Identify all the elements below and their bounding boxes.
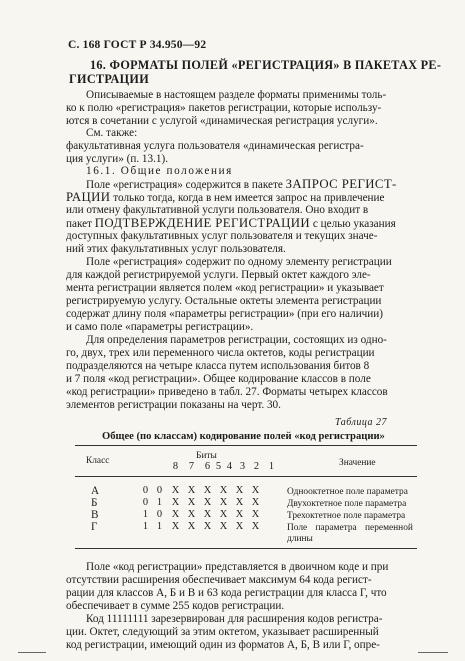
bit-cell: X	[251, 485, 260, 496]
bit-cell: X	[187, 521, 196, 532]
bit-number: 7	[188, 461, 195, 472]
bit-cell: X	[235, 485, 244, 496]
scan-edge-mark	[18, 652, 46, 653]
bit-cell: 0	[142, 485, 149, 496]
scan-edge-mark	[418, 652, 448, 653]
paragraph-line: Код 11111111 зарезервирован для расширения кодов регистра-	[86, 613, 383, 625]
paragraph-line: Для определения параметров регистрации, состоящих из одно-	[86, 334, 387, 346]
paragraph-line: элементов регистрации показаны на черт. 30.	[66, 399, 281, 411]
bit-cell: X	[171, 497, 180, 508]
table-top-rule	[75, 445, 417, 446]
bit-cell: X	[251, 497, 260, 508]
bit-cell: 1	[142, 521, 149, 532]
bit-cell: X	[203, 485, 212, 496]
paragraph-line: ний этих факультативных услуг пользователя.	[66, 243, 286, 255]
bit-cell: X	[171, 485, 180, 496]
bit-number: 1	[268, 461, 275, 472]
bit-cell: X	[187, 497, 196, 508]
bit-cell: X	[219, 485, 228, 496]
paragraph-line: «код регистрации» приведено в табл. 27. Форматы четырех классов	[66, 386, 388, 398]
bit-cell: X	[219, 521, 228, 532]
bit-number: 4	[226, 461, 233, 472]
paragraph-line: и само поле «параметры регистрации».	[66, 321, 254, 333]
intro-line: ко к полю «регистрация» пакетов регистрации, которые использу-	[66, 102, 382, 114]
bit-cell: 0	[156, 485, 163, 496]
paragraph-line: го, двух, трех или переменного числа октетов, коды регистрации	[66, 347, 375, 359]
paragraph-line: доступных факультативных услуг пользователя и текущих значе-	[66, 230, 378, 242]
value-cell: Трехоктетное поле параметра	[287, 511, 406, 521]
see-also-label: См. также:	[86, 127, 138, 139]
intro-line: Описываемые в настоящем разделе форматы применимы толь-	[86, 89, 387, 101]
paragraph-line: рации для классов А, Б и В и 63 кода регистрации для класса Г, что	[66, 587, 387, 599]
see-also-line: факультативная услуга пользователя «динамическая регистра-	[66, 140, 364, 152]
bit-cell: X	[251, 509, 260, 520]
bit-cell: X	[219, 497, 228, 508]
paragraph-line: Поле «регистрация» содержит по одному элементу регистрации	[86, 256, 392, 268]
bit-cell: 0	[142, 497, 149, 508]
paragraph-line: пакет ПОДТВЕРЖДЕНИЕ РЕГИСТРАЦИИ с целью указания	[66, 216, 396, 230]
bit-cell: X	[251, 521, 260, 532]
page-header: С. 168 ГОСТ Р 34.950—92	[68, 39, 207, 51]
bit-number: 3	[239, 461, 246, 472]
table-header-rule	[75, 476, 417, 477]
class-cell: Б	[91, 497, 98, 509]
paragraph-line: ции. Октет, следующий за этим октетом, указывает расширенный	[66, 626, 379, 638]
bit-cell: X	[235, 521, 244, 532]
table-header-value: Значение	[339, 458, 376, 468]
bit-cell: X	[187, 485, 196, 496]
intro-line: ются в сочетании с услугой «динамическая регистрация услуги».	[66, 115, 378, 127]
table-number: Таблица 27	[335, 417, 387, 428]
paragraph-line: для каждой регистрируемой услуги. Первый октет каждого эле-	[66, 269, 371, 281]
section-title-line2: ГИСТРАЦИИ	[69, 72, 149, 86]
bit-cell: X	[203, 497, 212, 508]
bit-cell: X	[203, 521, 212, 532]
table-caption: Общее (по классам) кодирование полей «код регистрации»	[102, 431, 385, 442]
class-cell: А	[91, 485, 100, 497]
bit-number: 8	[172, 461, 179, 472]
paragraph-line: Поле «регистрация» содержится в пакете ЗАПРОС РЕГИСТ-	[86, 177, 397, 191]
paragraph-line: Поле «код регистрации» представляется в двоичном коде и при	[86, 561, 389, 573]
value-cell-continued: длины	[287, 534, 313, 544]
bit-cell: 1	[156, 521, 163, 532]
paragraph-line: обеспечивает в сумме 255 кодов регистрации.	[66, 600, 285, 612]
bit-number: 5	[215, 461, 222, 472]
class-cell: Г	[91, 521, 98, 533]
bit-cell: 1	[142, 509, 149, 520]
bit-cell: X	[203, 509, 212, 520]
table-header-class: Класс	[86, 456, 110, 466]
bit-cell: X	[235, 509, 244, 520]
paragraph-line: регистрируемую услугу. Остальные октеты элемента регистрации	[66, 295, 382, 307]
bit-number: 2	[253, 461, 260, 472]
bit-cell: X	[187, 509, 196, 520]
value-cell: Однооктетное поле параметра	[287, 487, 408, 497]
paragraph-line: подразделяются на четыре класса путем использования битов 8	[66, 360, 370, 372]
bit-cell: X	[219, 509, 228, 520]
see-also-line: ция услуги» (п. 13.1).	[66, 153, 169, 165]
bit-number: 6	[204, 461, 211, 472]
subsection-title: 16.1. Общие положения	[86, 165, 233, 177]
table-header-bits: Биты	[196, 451, 217, 461]
bit-cell: X	[171, 509, 180, 520]
paragraph-line: код регистрации, имеющий один из форматов А, Б, В или Г, опре-	[66, 639, 380, 651]
value-cell: Поле параметра переменной	[287, 523, 413, 533]
paragraph-line: РАЦИИ только тогда, когда в нем имеется запрос на привлечение	[66, 190, 385, 204]
table-bottom-rule	[75, 548, 417, 549]
class-cell: В	[91, 509, 99, 521]
paragraph-line: и 7 поля «код регистрации». Общее кодирование классов в поле	[66, 373, 371, 385]
bit-cell: X	[171, 521, 180, 532]
bit-cell: 1	[156, 497, 163, 508]
paragraph-line: содержат длину поля «параметры регистрации» (при его наличии)	[66, 308, 384, 320]
value-cell: Двухоктетное поле параметра	[287, 499, 407, 509]
paragraph-line: мента регистрации является полем «код регистрации» и указывает	[66, 282, 384, 294]
bit-cell: 0	[156, 509, 163, 520]
paragraph-line: или отмену факультативной услуги пользователя. Оно входит в	[66, 204, 369, 216]
paragraph-line: отсутствии расширения обеспечивает максимум 64 кода регист-	[66, 574, 372, 586]
bit-cell: X	[235, 497, 244, 508]
section-title-line1: 16. ФОРМАТЫ ПОЛЕЙ «РЕГИСТРАЦИЯ» В ПАКЕТАХ РЕ-	[90, 58, 442, 72]
